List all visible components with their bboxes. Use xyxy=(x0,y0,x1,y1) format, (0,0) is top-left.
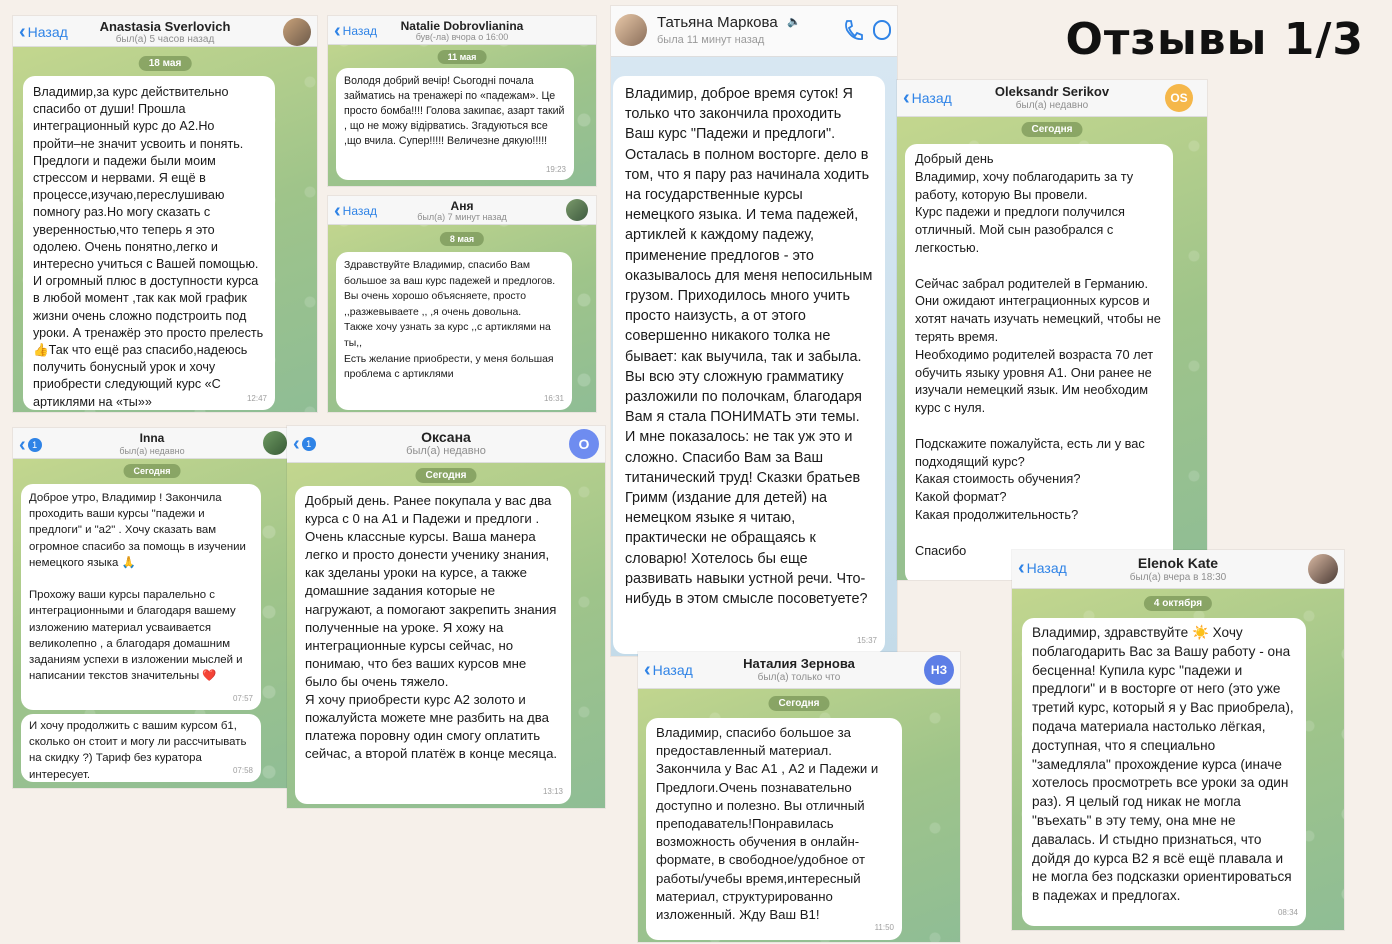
message-time: 11:50 xyxy=(874,922,894,932)
contact-name: Natalie Dobrovlianina xyxy=(400,19,524,33)
chat-header xyxy=(13,16,317,47)
contact-name: Inna xyxy=(139,431,165,445)
avatar[interactable] xyxy=(1308,554,1338,584)
contact-status: был(а) вчера в 18:30 xyxy=(1129,572,1227,583)
contact-name: Anastasia Sverlovich xyxy=(99,19,231,34)
back-label: Назад xyxy=(652,662,693,678)
back-label: Назад xyxy=(1026,560,1067,576)
message-text: Добрый день. Ранее покупала у вас два курса с 0 на А1 и Падежи и предлоги . Очень классные курсы. Ваша манера легко и просто донести ученику знания, как зделаны уроки на курсе, а также домашние задания которые не нагружают, а помогают закрепить знания полученные на уроке. Я хожу на интеграционные курсы сейчас, но понимаю, что без ваших курсов мне было бы очень тяжело. Я хочу приобрести курс А2 золото и пожалуйста можете мне разбить на два платежа поровну один смогу оплатить сейчас, а второй платёж в конце месяца. xyxy=(305,493,558,762)
chat-header xyxy=(897,80,1207,117)
chevron-left-icon: ‹ xyxy=(334,200,341,222)
message-bubble xyxy=(336,68,574,180)
chat-card-natalia xyxy=(638,652,960,942)
message-time: 08:34 xyxy=(1277,908,1298,918)
contact-name: Наталия Зернова xyxy=(743,656,855,671)
message-time: 15:37 xyxy=(856,635,877,645)
contact-name: Oleksandr Serikov xyxy=(994,84,1110,99)
chevron-left-icon: ‹ xyxy=(19,434,26,456)
chat-header xyxy=(328,196,596,225)
chat-card-inna xyxy=(13,428,291,788)
date-pill: Сегодня xyxy=(1021,122,1082,137)
chat-card-natalie xyxy=(328,16,596,186)
date-pill: Сегодня xyxy=(768,696,829,711)
message-time: 13:13 xyxy=(542,786,563,796)
chevron-left-icon: ‹ xyxy=(903,87,910,109)
back-label: Назад xyxy=(342,24,378,38)
avatar[interactable] xyxy=(263,431,287,455)
contact-status: был(а) недавно xyxy=(1015,100,1089,111)
chat-card-anastasia xyxy=(13,16,317,412)
avatar[interactable] xyxy=(283,18,311,46)
contact-status: був(-ла) вчора о 16:00 xyxy=(415,32,509,42)
chevron-left-icon: ‹ xyxy=(334,20,341,42)
message-time: 12:47 xyxy=(246,393,267,403)
avatar[interactable]: О xyxy=(569,429,599,459)
date-pill: 11 мая xyxy=(438,50,487,64)
message-bubble xyxy=(613,76,885,654)
chevron-left-icon: ‹ xyxy=(19,21,26,43)
chevron-left-icon: ‹ xyxy=(293,433,300,455)
back-label: Назад xyxy=(342,204,378,218)
avatar[interactable]: НЗ xyxy=(924,655,954,685)
message-text: Володя добрий вечір! Сьогодні почала займатись на тренажері по «падежам». Це просто бомба!!!! Голова закипає, азарт такий , що не можу відірватись. Згадуються все ,що вчила. Супер!!!!! Величезне дякую!!!!! xyxy=(344,75,565,147)
date-pill: Сегодня xyxy=(124,464,181,478)
chat-header xyxy=(13,428,291,459)
avatar[interactable] xyxy=(566,199,588,221)
message-text: Владимир, доброе время суток! Я только что закончила проходить Ваш курс "Падежи и предлоги". Осталась в полном восторге. дело в том, что я пару раз начинала ходить на государственные курсы немецкого языка. И тема падежей, артиклей к каждому падежу, применение предлогов - это оказывалось для меня непосильным грузом. Приходилось много учить просто наизусть, а от этого совершенно никакого толка не бывает: как выучила, так и забыла. Вы всю эту сложную грамматику разложили по полочкам, благодаря Вам я стала ПОНИМАТЬ эти темы. И мне показалось: не так уж это и сложно. Спасибо Вам за Ваш титанический труд! Сказки братьев Гримм (издание для детей) на немецком языке я читаю, практически не обращаясь к словарю! Хотелось бы еще развивать навыки устной речи. Что-нибудь в этом смысле посоветуете? xyxy=(625,86,873,608)
mute-icon: 🔈 xyxy=(787,16,801,28)
message-text: Доброе утро, Владимир ! Закончила проходить ваши курсы "падежи и предлоги" и "а2" . Хочу сказать вам огромное спасибо за помощь в изучении немецкого языка 🙏 Прохожу ваши курсы паралельно с интеграционными и благодаря вашему изложению материал усваивается великолепно , а благодаря домашним заданиям успехи в изложении мыслей и написании текстов значительны ❤️ xyxy=(29,492,246,683)
phone-icon[interactable] xyxy=(843,18,863,42)
chat-card-oksana xyxy=(287,426,605,808)
message-time: 19:23 xyxy=(545,165,566,174)
contact-status: был(а) 5 часов назад xyxy=(115,34,215,45)
message-text: И хочу продолжить с вашим курсом б1, сколько он стоит и могу ли рассчитывать на скидку ?) Тариф без куратора интересует. xyxy=(29,720,247,781)
avatar[interactable] xyxy=(615,14,647,46)
page-title: Отзывы 1/3 xyxy=(1065,14,1364,65)
message-bubble xyxy=(646,718,902,940)
chat-card-elenok xyxy=(1012,550,1344,930)
message-text: Владимир, спасибо большое за предоставленный материал. Закончила у Вас А1 , А2 и Падежи и Предлоги.Очень познавательно доступно и полезно. Вы отличный преподаватель!Понравилась возможность обучения в онлайн-формате, в свободное/удобное от работы/учебы время,интересный материал, структурированно изложенный. Жду Ваш В1! xyxy=(656,725,879,923)
contact-name: Elenok Kate xyxy=(1137,555,1219,571)
message-text: Владимир, здравствуйте ☀️ Хочу поблагодарить Вас за Вашу работу - она бесценна! Купила курс "падежи и предлоги" и в восторге от него (это уже третий курс, который я у Вас приобрела), подача материала настолько лёгкая, доступная, что я специально "замедляла" прохождение курса (иначе хотелось просмотреть все уроки за один раз). Я целый год никак не могла "въехать" в эту тему, она мне не давалась. И стыдно признаться, что дойдя до курса В2 я всё ещё плавала и не могла без подсказки ориентироваться в падежах и предлогах. xyxy=(1032,625,1294,904)
contact-status: был(а) недавно xyxy=(406,445,486,457)
back-label: Назад xyxy=(911,90,952,106)
contact-status: был(а) 7 минут назад xyxy=(417,212,507,222)
message-bubble xyxy=(336,252,572,410)
contact-name: Оксана xyxy=(421,429,471,445)
contact-name: Татьяна Маркова xyxy=(657,14,778,31)
date-pill: 4 октября xyxy=(1144,596,1212,611)
message-time: 07:58 xyxy=(232,765,253,775)
back-label: Назад xyxy=(27,24,68,40)
chat-card-tatiana xyxy=(611,6,897,656)
date-pill: 18 мая xyxy=(139,56,192,71)
chat-header xyxy=(328,16,596,45)
message-text: Добрый день Владимир, хочу поблагодарить за ту работу, которую Вы провели. Курс падежи и предлоги получился отличный. Мой сын разобрался с легкостью. Сейчас забрал родителей в Германию. Они ожидают интеграционных курсов и хотят начать изучать немецкий, чтобы не терять время. Необходимо родителей возраста 70 лет обучить языку уровня А1. Они ранее не изучали немецкий язык. Им необходим курс с нуля. Подскажите пожалуйста, есть ли у вас подходящий курс? Какая стоимость обучения? Какой формат? Какая продолжительность? Спасибо xyxy=(915,151,1161,558)
unread-badge: 1 xyxy=(302,437,316,451)
chevron-left-icon: ‹ xyxy=(1018,557,1025,579)
contact-status: был(а) только что xyxy=(757,672,841,683)
message-bubble xyxy=(23,76,275,410)
contact-name: Аня xyxy=(450,199,474,213)
message-bubble xyxy=(21,714,261,782)
chevron-left-icon: ‹ xyxy=(644,659,651,681)
message-bubble xyxy=(295,486,571,804)
message-text: Владимир,за курс действительно спасибо от души! Прошла интеграционный курс до А2.Но пройти–не значит усвоить и понять. Предлоги и падежи были моим стрессом и нервами. Я ещё в процессе,изучаю,переслушиваю помногу раз.Но могу сказать с уверенностью,что теперь я это одолею. Очень понятно,легко и интересно учиться с Вашей помощью. И огромный плюс в доступности курса в любой момент ,так как мой график жизни очень сложно подстроить под уроки. А тренажёр это просто прелесть 👍Так что ещё раз спасибо,надеюсь получить бонусный урок и хочу приобрести следующий курс «С артиклями на «ты»» xyxy=(33,85,264,409)
contact-status: был(а) недавно xyxy=(119,446,185,456)
chat-icon[interactable] xyxy=(873,20,891,40)
chat-header xyxy=(638,652,960,689)
avatar[interactable]: OS xyxy=(1165,84,1193,112)
message-text: Здравствуйте Владимир, спасибо Вам большое за ваш курс падежей и предлогов. Вы очень хорошо объясняете, просто ,,разжевываете ,, ,я очень довольна. Также хочу узнать за курс ,,с артиклями на ты,, Есть желание приобрести, у меня большая проблема с артиклями xyxy=(344,260,556,381)
date-pill: Сегодня xyxy=(415,468,476,483)
message-bubble xyxy=(21,484,261,710)
message-time: 16:31 xyxy=(543,394,564,404)
unread-badge: 1 xyxy=(28,438,42,452)
message-bubble xyxy=(1022,618,1306,926)
chat-header xyxy=(611,6,897,57)
chat-card-oleksandr xyxy=(897,80,1207,580)
chat-header xyxy=(287,426,605,463)
message-bubble xyxy=(905,144,1173,580)
date-pill: 8 мая xyxy=(440,232,484,246)
chat-card-anya xyxy=(328,196,596,412)
message-time: 07:57 xyxy=(232,693,253,703)
chat-header xyxy=(1012,550,1344,589)
contact-status: была 11 минут назад xyxy=(657,34,765,46)
